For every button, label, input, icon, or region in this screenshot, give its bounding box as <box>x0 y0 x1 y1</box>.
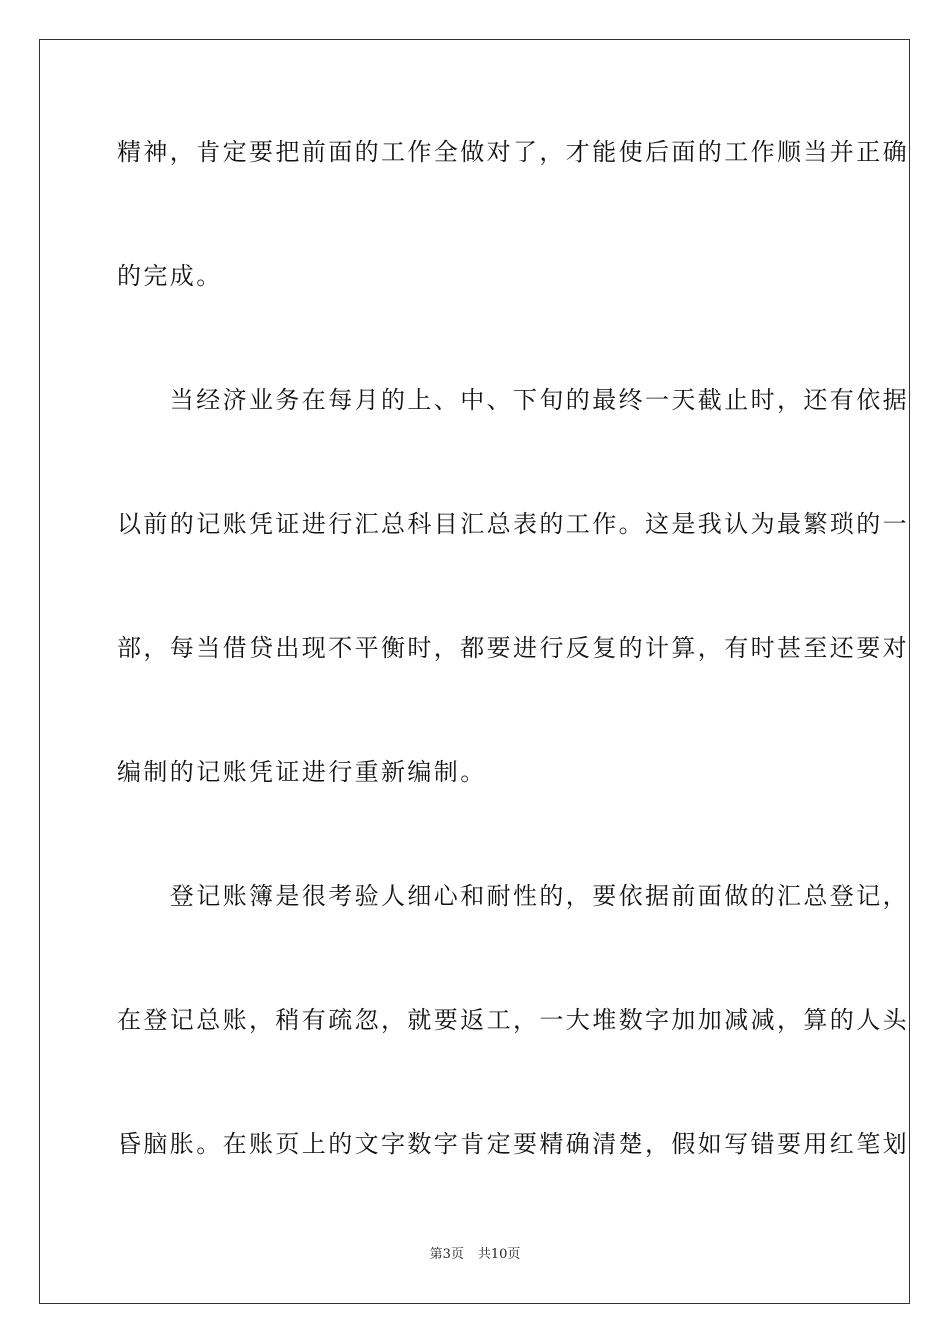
page-border <box>39 39 910 1304</box>
page-number: 第3页 <box>429 1247 464 1262</box>
body-text-line: 以前的记账凭证进行汇总科目汇总表的工作。这是我认为最繁琐的一 <box>117 510 909 538</box>
body-text-line: 在登记总账，稍有疏忽，就要返工，一大堆数字加加减减，算的人头 <box>117 1006 909 1034</box>
body-text-line: 精神，肯定要把前面的工作全做对了，才能使后面的工作顺当并正确 <box>117 138 909 166</box>
body-text-line: 编制的记账凭证进行重新编制。 <box>117 758 487 786</box>
page-footer <box>0 1246 950 1264</box>
page-total: 共10页 <box>477 1247 521 1262</box>
body-text-line: 登记账簿是很考验人细心和耐性的，要依据前面做的汇总登记， <box>117 882 909 910</box>
body-text-line: 当经济业务在每月的上、中、下旬的最终一天截止时，还有依据 <box>117 386 909 414</box>
body-text-line: 昏脑胀。在账页上的文字数字肯定要精确清楚，假如写错要用红笔划 <box>117 1130 909 1158</box>
body-text-line: 的完成。 <box>117 262 223 290</box>
body-text-line: 部，每当借贷出现不平衡时，都要进行反复的计算，有时甚至还要对 <box>117 634 909 662</box>
